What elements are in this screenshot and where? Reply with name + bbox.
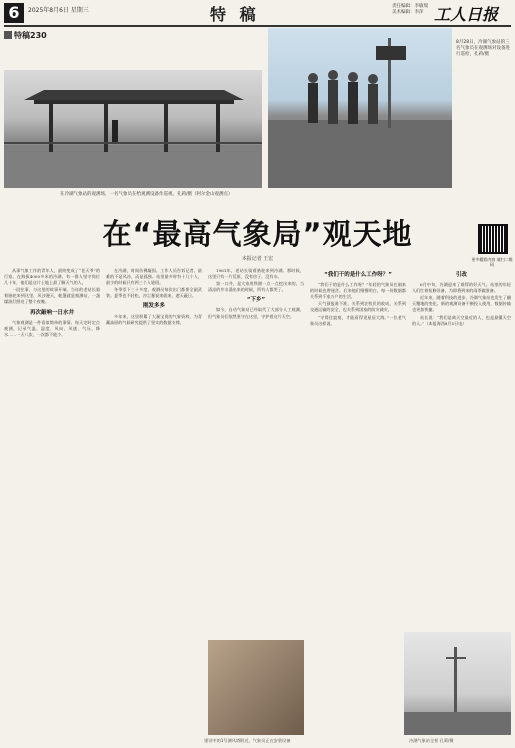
qr-caption: 更多精彩内容 请扫二维码 bbox=[471, 257, 513, 267]
issue-date: 2025年8月6日 星期三 bbox=[28, 7, 89, 14]
observers-illustration bbox=[268, 28, 452, 188]
paragraph: 如今，自动气象站已经取代了大部分人工观测，但气象员们依然坚守在这里，守护着这片天空。 bbox=[208, 307, 304, 319]
qr-code[interactable] bbox=[478, 224, 508, 254]
article-title: 在“最高气象局”观天地 bbox=[102, 217, 413, 251]
column-name: 特稿230 bbox=[14, 31, 47, 40]
subheading: “下乡” bbox=[246, 297, 266, 304]
installation-photo bbox=[208, 640, 304, 735]
pavilion-illustration bbox=[4, 70, 262, 188]
article-byline: 本报记者 王宏 bbox=[241, 256, 274, 262]
paragraph: 从事气象工作的青年人，最终变成了“老天爷”的行家。在海拔4000多米的冷湖，有一群人坚守岗位几十年，他们是这片土地上最了解天气的人。 bbox=[4, 268, 100, 286]
left-photo-caption: 在冷湖气象站的观测场，一名气象员在给观测设备作巡视，孔莉/摄（阿尔金山观测点） bbox=[60, 192, 233, 197]
bottom-left-caption: 建设中的1号测风塔附近，气象员正在安装设备 bbox=[204, 738, 291, 743]
weather-station-photo bbox=[4, 70, 262, 188]
editor-line: 责任编辑：李敏瑞 bbox=[392, 4, 428, 9]
article-column bbox=[310, 268, 406, 730]
article-column bbox=[208, 268, 304, 633]
paragraph: “守得住寂寞，才能看得见星辰大海。”一位老气象员这样说。 bbox=[310, 314, 406, 326]
editor-line: 美术编辑：李萍 bbox=[392, 10, 424, 15]
subheading: 引改 bbox=[455, 272, 467, 278]
column-tag bbox=[4, 30, 47, 41]
paragraph: 多年来，这里积累了大量宝贵的气象资料，为青藏高原的气候研究提供了坚实的数据支撑。 bbox=[106, 313, 202, 325]
section-title: 特 稿 bbox=[210, 5, 260, 24]
right-photo-caption: 8月28日，冷湖气象站的三名气象员在观测场对设备进行巡检，孔莉/摄 bbox=[456, 40, 510, 57]
page-number: 6 bbox=[4, 3, 24, 23]
paragraph: 在冷湖，时间仿佛凝固。工作人员告诉记者，最难的不是风沙，而是孤独。站里最多时有十几个人，最少的时候只有两三个人轮班。 bbox=[106, 268, 202, 286]
paragraph: 一段往事，与这里的故事开端。当年的老站长骑着骆驼来到这里，风沙漫天，帐篷就是观测站，一盏煤油灯照亮了整个夜晚。 bbox=[4, 287, 100, 305]
editor-credits bbox=[392, 4, 428, 16]
newspaper-logo: 工人日报 bbox=[434, 5, 499, 24]
observers-photo bbox=[268, 28, 452, 188]
station-panorama-photo bbox=[404, 632, 511, 735]
article-column bbox=[106, 268, 202, 730]
header-rule bbox=[4, 25, 511, 27]
subheading: 刚发多多 bbox=[142, 303, 165, 310]
paragraph: 天气预报准不准，关系到农牧民的收成，关系到交通运输的安全，也关系到国家的防灾减灾。 bbox=[310, 301, 406, 313]
paragraph: “我们干的是什么工作呀？”年轻的气象员在刚来的时候也曾迷茫。后来他们慢慢明白，每一份数据都关系到千家万户的生活。 bbox=[310, 282, 406, 300]
bottom-right-caption: 冷湖气象站全景 孔莉/摄 bbox=[409, 738, 454, 743]
paragraph: 站长说：“我们是离天空最近的人，也是最懂天空的人。”（本报海西8月5日电） bbox=[412, 314, 511, 326]
paragraph: 气象观测是一件看似简单的事情。每天定时定点观测，记录气温、湿度、风向、风速、气压、降水……一天八次，一次都不能少。 bbox=[4, 319, 100, 337]
subheading: “我们干的是什么工作呀？” bbox=[324, 272, 392, 278]
paragraph: 冬季零下三十多度，观测员每次出门都要全副武装。夏季也不轻松，沙尘暴说来就来，遮天蔽日。 bbox=[106, 287, 202, 299]
article-column bbox=[412, 268, 511, 628]
subheading: 再次敲响一日水井 bbox=[29, 309, 74, 316]
paragraph: 6月中旬，冷湖迎来了难得的好天气。站里的年轻人们忙着检修设备，为即将到来的雨季做准备。 bbox=[412, 282, 511, 294]
paragraph: 1961年，老站长骑着骆驼来到冷湖。那时候，这里只有一片荒原，没有房子，没有水。 bbox=[208, 268, 304, 280]
paragraph: 近年来，随着科技的进步，冷湖气象站也发生了翻天覆地的变化。新的观测设备不断投入使用，数据传输也更加快捷。 bbox=[412, 295, 511, 313]
tower-illustration bbox=[404, 632, 511, 735]
article-column bbox=[4, 268, 100, 730]
column-icon bbox=[4, 31, 12, 39]
paragraph: 第一口井，是大家用铁锹一点一点挖出来的。当清凉的井水涌出来的时候，所有人都哭了。 bbox=[208, 281, 304, 293]
